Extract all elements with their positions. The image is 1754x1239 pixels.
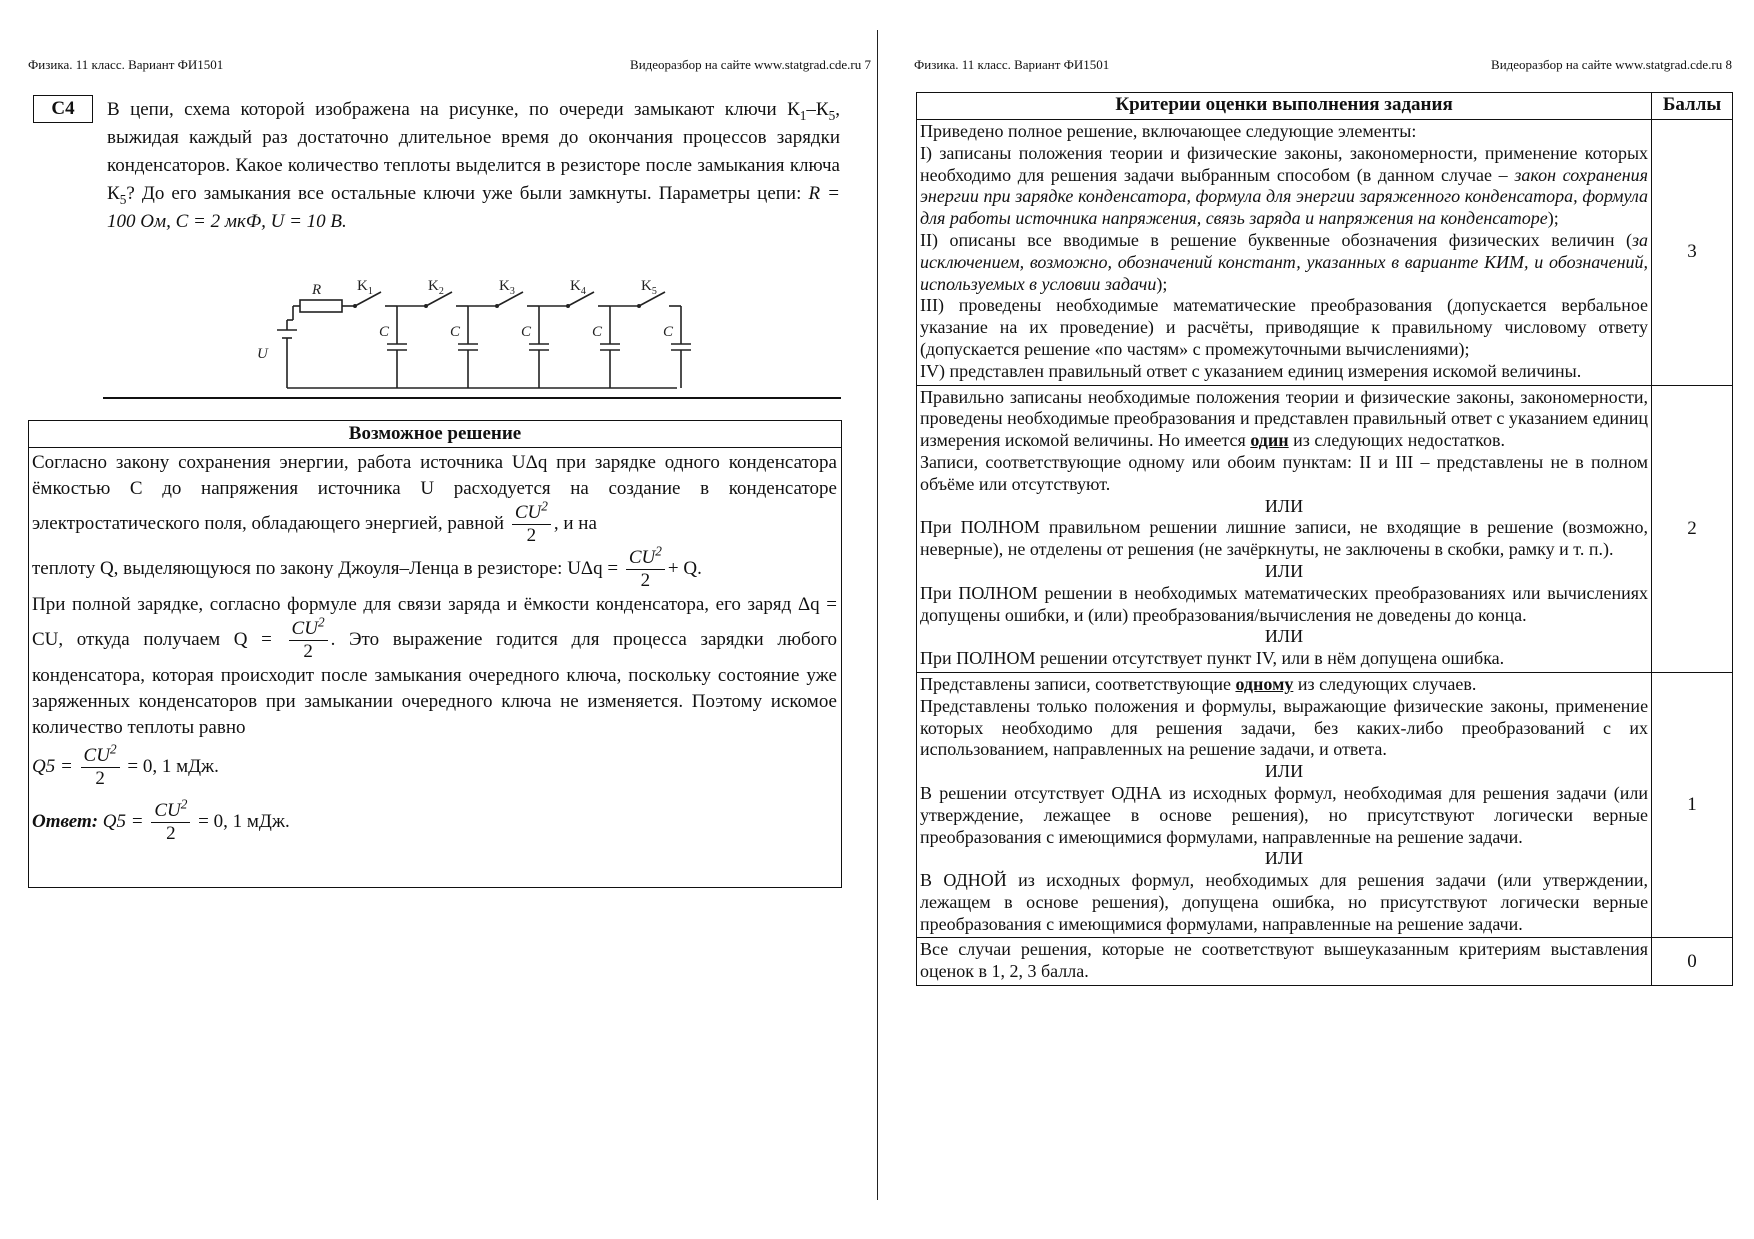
fraction-cu2-2: $\frac{CU^2}{2}$: [512, 502, 551, 547]
circuit-stage: [495, 278, 549, 388]
criteria-row-0: [917, 938, 1733, 986]
criteria-column-header: Критерии оценки выполнения задания: [917, 93, 1652, 120]
criteria-item-2-italic: за исключением, возможно, обозначений констант, указанных в варианте КИМ, и обозначений, используемых в условии задачи: [920, 229, 1649, 294]
criteria-1-p2: Представлены только положения и формулы, выражающие физические законы, применение которых необходимо для решения задачи, без каких-либо преобразований с их использованием, направленных на решение задачи, и ответа.: [920, 695, 1649, 760]
points-cell-0: 0: [1652, 938, 1733, 986]
criteria-2-emphasis: один: [1250, 430, 1289, 451]
criteria-text-2: [917, 385, 1652, 672]
key-label: $K_3$: [499, 278, 515, 297]
capacitor-label: C: [592, 324, 603, 340]
task-text-1: В цепи, схема которой изображена на рисунке, по очереди замыкают ключи К: [107, 99, 800, 120]
key-label: $K_1$: [357, 278, 373, 297]
criteria-2-p2: Записи, соответствующие одному или обоим пунктам: II и III – представлены не в полном объёме или отсутствуют.: [920, 451, 1649, 494]
circuit-labels: [257, 282, 321, 362]
criteria-0-p1: Все случаи решения, которые не соответствуют вышеуказанным критериям выставления оценок в 1, 2, 3 балла.: [920, 939, 1649, 982]
circuit-stages: [353, 278, 691, 388]
solution-text-3-end: . Это выражение годится для процесса зарядки любого конденсатора, которая происходит после замыкания очередного ключа, поскольку состояние уже заряженных конденсаторов при замыкании очередного ключа не изменяется. Поэтому искомое количество теплоты равно: [32, 628, 838, 738]
answer-rhs: = 0, 1 мДж.: [198, 810, 290, 832]
right-page: [880, 0, 1754, 1239]
criteria-item-1-end: );: [1547, 208, 1559, 229]
points-column-header: Баллы: [1652, 93, 1733, 120]
fraction-cu2-2: $\frac{CU^2}{2}$: [151, 800, 190, 845]
left-header-subject: Физика. 11 класс. Вариант ФИ1501: [28, 57, 224, 72]
criteria-item-2-end: );: [1156, 273, 1168, 294]
key-label: $K_4$: [570, 278, 586, 297]
circuit-diagram: [245, 278, 845, 398]
answer-lhs: Q5 =: [102, 810, 144, 832]
circuit-stage: [637, 278, 691, 388]
criteria-2-p4: При ПОЛНОМ решении в необходимых математических преобразованиях или вычислениях допущены ошибки, и (или) преобразования/вычисления не доведены до конца.: [920, 582, 1649, 625]
or-separator: ИЛИ: [1264, 848, 1304, 869]
page-divider: [877, 30, 878, 1200]
or-separator: ИЛИ: [1264, 761, 1304, 782]
left-page: [0, 0, 875, 1239]
capacitor-label: C: [521, 324, 532, 340]
solution-text-2-end: + Q.: [667, 557, 702, 579]
criteria-1-p4: В ОДНОЙ из исходных формул, необходимых для решения задачи (или утверждении, лежащем в основе решения), допущена ошибка, но присутствуют логически верные преобразования с имеющимися формулами, направленные на решение задачи.: [920, 870, 1649, 934]
criteria-text-1: [917, 672, 1652, 938]
resistor-label: R: [312, 282, 322, 298]
source-label: U: [257, 346, 268, 362]
result-lhs: Q5 =: [32, 755, 73, 777]
criteria-2-p5: При ПОЛНОМ решении отсутствует пункт IV, или в нём допущена ошибка.: [920, 648, 1505, 669]
criteria-2-p3: При ПОЛНОМ правильном решении лишние записи, не входящие в решение (возможно, неверные), не отделены от решения (не зачёркнуты, не заключены в скобки, рамку и т. п.).: [920, 517, 1649, 560]
solution-result: [32, 741, 837, 790]
criteria-row-2: [917, 385, 1733, 672]
criteria-item-4: IV) представлен правильный ответ с указанием единиц измерения искомой величины.: [920, 360, 1582, 381]
criteria-intro: Приведено полное решение, включающее следующие элементы:: [920, 121, 1417, 141]
criteria-text-0: [917, 938, 1652, 986]
answer-label: Ответ:: [32, 810, 99, 832]
task-number-box: С4: [33, 95, 93, 123]
solution-body: [29, 448, 841, 845]
solution-text-1: Согласно закону сохранения энергии, работа источника UΔq при зарядке одного конденсатора ёмкостью C до напряжения источника U расходуется на создание в конденсаторе электростатического поля, обладающего энергией, равной: [32, 452, 837, 534]
fraction-cu2-2: $\frac{CU^2}{2}$: [81, 745, 120, 790]
capacitor-label: C: [379, 324, 390, 340]
criteria-1-p1: Представлены записи, соответствующие: [920, 673, 1236, 694]
criteria-item-1: I) записаны положения теории и физические законы, закономерности, применение которых необходимо для решения задачи выбранным способом (в данном случае –: [920, 142, 1649, 185]
solution-text-2: теплоту Q, выделяющуюся по закону Джоуля–Ленца в резисторе: UΔq =: [32, 557, 619, 579]
solution-answer: [32, 796, 837, 845]
task-text-3: ? До его замыкания все остальные ключи уже были замкнуты. Параметры цепи:: [126, 183, 809, 204]
or-separator: ИЛИ: [1264, 626, 1304, 647]
right-header-site: Видеоразбор на сайте www.statgrad.cde.ru 8: [1491, 57, 1732, 72]
criteria-2-p1-end: из следующих недостатков.: [1288, 430, 1506, 451]
fraction-cu2-2: $\frac{CU^2}{2}$: [289, 618, 328, 663]
solution-text-1-end: , и на: [553, 512, 597, 534]
key-label: $K_5$: [641, 278, 657, 297]
criteria-item-3: III) проведены необходимые математические преобразования (допускается вербальное указание на их проведение) и расчёты, приводящие к правильному числовому ответу (допускается решение «по частям» с промежуточными вычислениями);: [920, 295, 1649, 359]
circuit-stage: [566, 278, 620, 388]
solution-text-3: При полной зарядке, согласно формуле для связи заряда и ёмкости конденсатора, его заряд Δq = CU, откуда получаем Q =: [32, 594, 837, 650]
task-params: R = 100 Ом, C = 2 мкФ, U = 10 В.: [107, 183, 840, 232]
right-header-subject: Физика. 11 класс. Вариант ФИ1501: [914, 57, 1110, 72]
result-rhs: = 0, 1 мДж.: [127, 755, 219, 777]
points-cell-2: 2: [1652, 385, 1733, 672]
points-cell-3: 3: [1652, 120, 1733, 386]
or-separator: ИЛИ: [1264, 495, 1304, 516]
points-cell-1: 1: [1652, 672, 1733, 938]
key-label: $K_2$: [428, 278, 444, 297]
or-separator: ИЛИ: [1264, 560, 1304, 581]
criteria-1-emphasis: одному: [1235, 673, 1294, 694]
circuit-stage: [353, 278, 407, 388]
capacitor-label: C: [663, 324, 674, 340]
solution-title: Возможное решение: [29, 421, 841, 448]
criteria-1-p1-end: из следующих случаев.: [1293, 673, 1477, 694]
left-header-site: Видеоразбор на сайте www.statgrad.cde.ru 7: [630, 57, 871, 72]
solution-box: [28, 420, 842, 888]
criteria-text-3: [917, 120, 1652, 386]
criteria-header-row: [917, 93, 1733, 120]
criteria-item-2: II) описаны все вводимые в решение буквенные обозначения физических величин (: [920, 229, 1633, 250]
fraction-cu2-2: $\frac{CU^2}{2}$: [626, 547, 665, 592]
criteria-2-p1: Правильно записаны необходимые положения теории и физические законы, закономерности, проведены необходимые преобразования и представлен правильный ответ с указанием единиц измерения искомой величины. Но имеется: [920, 386, 1649, 451]
task-statement: В цепи, схема которой изображена на рисунке, по очереди замыкают ключи $К_1-К_5$, выжидая каждый раз достаточно длительное время до окончания процессов зарядки конденсаторов. Какое количество теплоты выделится в резисторе после замыкания ключа $К_5$? До его замыкания все остальные ключи уже были замкнуты. Параметры цепи: R = 100 Ом, C = 2 мкФ, U = 10 В.: [107, 99, 840, 232]
criteria-table: [916, 92, 1733, 986]
circuit-stage: [424, 278, 478, 388]
criteria-row-1: [917, 672, 1733, 938]
criteria-1-p3: В решении отсутствует ОДНА из исходных формул, необходимая для решения задачи (или утверждение, лежащее в основе решения), но присутствуют логически верные преобразования с имеющимися формулами, направленные на решение задачи.: [920, 782, 1649, 847]
task-separator-line: [103, 397, 841, 399]
task-text-2: , выжидая каждый раз достаточно длительное время до окончания процессов зарядки конденсаторов. Какое количество теплоты выделится в резисторе после замыкания ключа К: [107, 99, 840, 204]
criteria-item-1-italic: закон сохранения энергии при зарядке конденсатора, формула для энергии заряженного конденсатора, формула для работы источника напряжения, связь заряда и напряжения на конденсаторе: [920, 164, 1649, 229]
capacitor-label: C: [450, 324, 461, 340]
criteria-row-3: [917, 120, 1733, 386]
